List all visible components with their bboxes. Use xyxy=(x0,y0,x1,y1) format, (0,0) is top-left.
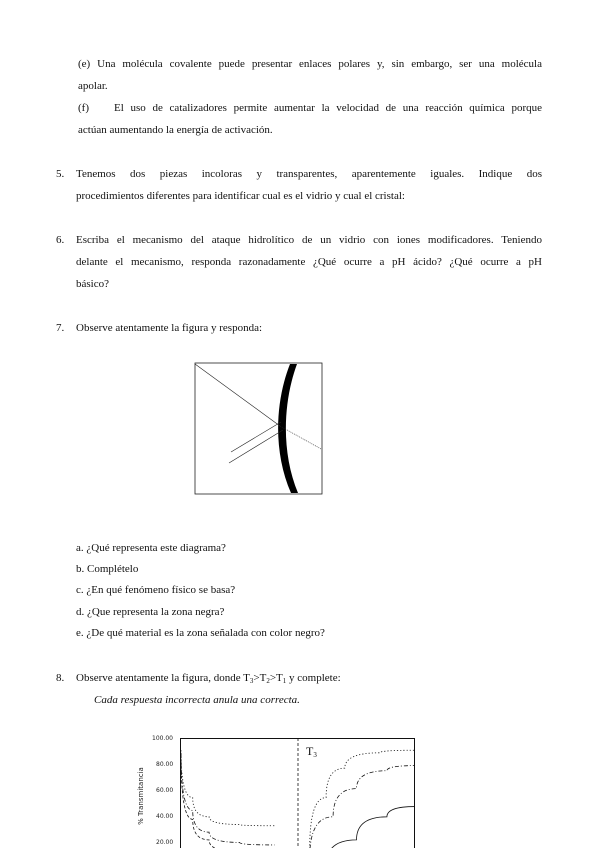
diagram-frame xyxy=(195,363,322,494)
series-T3-right xyxy=(310,750,415,848)
q7-subitem-a: a. ¿Qué representa este diagrama? xyxy=(76,542,226,554)
chart-annotation-t3 xyxy=(306,744,317,758)
q7-subitem-d: d. ¿Que representa la zona negra? xyxy=(76,606,225,618)
item-f-line1: El uso de catalizadores permite aumentar la velocidad de una reacción química porque xyxy=(114,102,542,114)
q8-text-pre: Observe atentamente la figura, donde T xyxy=(76,672,250,684)
q8-number: 8. xyxy=(56,672,65,684)
q6-line1: Escriba el mecanismo del ataque hidrolítico de un vidrio con iones modificadores. Teniendo xyxy=(76,234,542,246)
q6-line3: básico? xyxy=(76,278,109,290)
chart-ytick-3: 40.00 xyxy=(156,813,174,820)
q8-sub3: 3 xyxy=(249,677,254,685)
q8-gt1: >T xyxy=(253,672,267,684)
item-f-label: (f) xyxy=(78,102,89,114)
chart-ytick-0: 100.00 xyxy=(152,735,173,742)
q7-subitem-c: c. ¿En qué fenómeno físico se basa? xyxy=(76,584,236,596)
q7-subitem-e: e. ¿De qué material es la zona señalada con color negro? xyxy=(76,627,325,639)
chart-ytick-1: 80.00 xyxy=(156,761,174,768)
q8-sub2: 2 xyxy=(266,677,270,685)
chart-frame xyxy=(181,739,415,848)
series-curve-3-right xyxy=(326,807,415,848)
q7-number: 7. xyxy=(56,322,65,334)
chart-ylabel: % Transmitancia xyxy=(137,767,145,825)
q8-gt2: >T xyxy=(269,672,283,684)
series-curve-1-left xyxy=(181,750,275,826)
q7-subitem-b: b. Complételo xyxy=(76,563,139,575)
q6-number: 6. xyxy=(56,234,65,246)
q8-sub1: 1 xyxy=(282,677,287,685)
incident-ray xyxy=(195,364,280,426)
series-curve-2-left xyxy=(181,753,275,845)
q8-text-post: y complete: xyxy=(286,672,341,684)
q5-number: 5. xyxy=(56,168,65,180)
chart-annotation-t3-sub: 3 xyxy=(313,751,317,759)
item-e-line1: (e) Una molécula covalente puede presentar enlaces polares y, sin embargo, ser una molécula xyxy=(78,58,542,70)
series-curve-3-left xyxy=(181,755,228,848)
item-e-line2: apolar. xyxy=(78,80,108,92)
chart-ytick-2: 60.00 xyxy=(156,787,174,794)
q8-text xyxy=(76,671,341,685)
item-f-line2: actúan aumentando la energía de activación. xyxy=(78,124,273,136)
normal-line-1 xyxy=(231,422,281,452)
q5-line2: procedimientos diferentes para identificar cual es el vidrio y cual el cristal: xyxy=(76,190,405,202)
q5-line1: Tenemos dos piezas incoloras y transparentes, aparentemente iguales. Indique dos xyxy=(76,168,542,180)
normal-line-2 xyxy=(229,430,283,463)
transmittance-chart xyxy=(180,735,416,848)
q8-note: Cada respuesta incorrecta anula una correcta. xyxy=(94,694,300,706)
optical-fiber-diagram xyxy=(193,362,325,496)
q7-text: Observe atentamente la figura y responda: xyxy=(76,322,263,334)
series-curve-2-right xyxy=(310,766,415,848)
chart-ytick-4: 20.00 xyxy=(156,839,174,846)
black-zone xyxy=(278,364,298,493)
chart-annotation-t3-label: T xyxy=(306,744,314,758)
q6-line2: delante el mecanismo, responda razonadamente ¿Qué ocurre a pH ácido? ¿Qué ocurre a pH xyxy=(76,256,542,268)
